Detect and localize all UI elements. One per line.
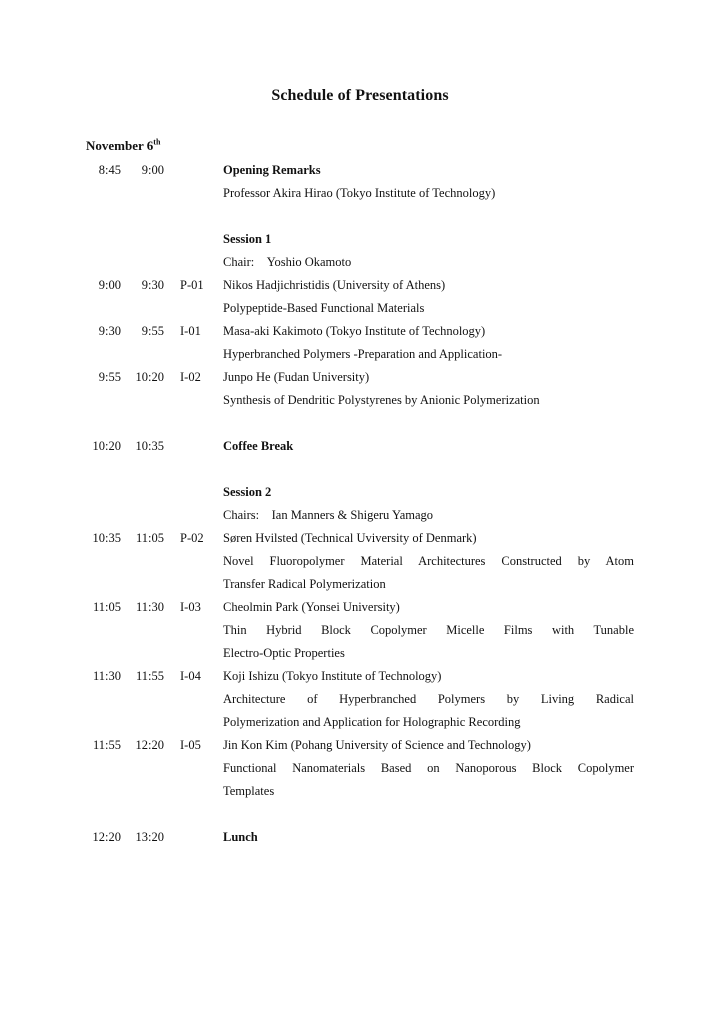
entry-text: Opening Remarks: [223, 163, 321, 177]
entry-text: Chair: Yoshio Okamoto: [223, 255, 352, 269]
schedule-row: [0, 780, 720, 803]
date-suffix: th: [153, 137, 161, 147]
entry-text: Templates: [223, 784, 275, 798]
start-time: 9:00: [98, 278, 121, 292]
schedule-row: [0, 527, 720, 550]
presentation-code: I-03: [180, 600, 201, 614]
end-time: 9:00: [141, 163, 164, 177]
entry-text: Electro-Optic Properties: [223, 646, 345, 660]
schedule-row: [0, 619, 720, 642]
schedule-row: [0, 573, 720, 596]
entry-text: Masa-aki Kakimoto (Tokyo Institute of Technology): [223, 324, 486, 338]
entry-text: Session 2: [223, 485, 272, 499]
schedule-row: [0, 826, 720, 849]
schedule-row: [0, 435, 720, 458]
entry-text: Lunch: [223, 830, 258, 844]
entry-text: Thin Hybrid Block Copolymer Micelle Films with Tunable: [223, 623, 634, 637]
end-time: 11:30: [135, 600, 164, 614]
entry-text: Session 1: [223, 232, 272, 246]
schedule-row: [0, 274, 720, 297]
entry-text: Transfer Radical Polymerization: [223, 577, 386, 591]
end-time: 9:30: [141, 278, 164, 292]
schedule-row: [0, 343, 720, 366]
schedule-row: [0, 550, 720, 573]
entry-text: Polypeptide-Based Functional Materials: [223, 301, 425, 315]
entry-text: Polymerization and Application for Holographic Recording: [223, 715, 521, 729]
schedule-row: [0, 182, 720, 205]
schedule-row: [0, 504, 720, 527]
end-time: 11:05: [135, 531, 164, 545]
start-time: 10:20: [92, 439, 121, 453]
presentation-code: P-01: [180, 278, 204, 292]
end-time: 10:20: [135, 370, 164, 384]
start-time: 9:55: [98, 370, 121, 384]
end-time: 10:35: [135, 439, 164, 453]
schedule-row: [0, 642, 720, 665]
entry-text: Junpo He (Fudan University): [223, 370, 370, 384]
schedule-row: [0, 389, 720, 412]
schedule-row: [0, 711, 720, 734]
entry-text: Architecture of Hyperbranched Polymers by Living Radical: [223, 692, 634, 706]
start-time: 8:45: [98, 163, 121, 177]
entry-text: Synthesis of Dendritic Polystyrenes by Anionic Polymerization: [223, 393, 540, 407]
schedule-row: [0, 320, 720, 343]
entry-text: Chairs: Ian Manners & Shigeru Yamago: [223, 508, 434, 522]
date-heading: [86, 138, 160, 154]
schedule-row: [0, 251, 720, 274]
presentation-code: I-01: [180, 324, 201, 338]
start-time: 11:55: [92, 738, 121, 752]
presentation-code: I-02: [180, 370, 201, 384]
presentation-code: I-05: [180, 738, 201, 752]
start-time: 11:30: [92, 669, 121, 683]
entry-text: Søren Hvilsted (Technical Uviversity of Denmark): [223, 531, 477, 545]
schedule-row: [0, 757, 720, 780]
schedule-row: [0, 228, 720, 251]
presentation-code: I-04: [180, 669, 201, 683]
schedule-row: [0, 734, 720, 757]
page-title: Schedule of Presentations: [271, 87, 449, 104]
start-time: 12:20: [92, 830, 121, 844]
end-time: 12:20: [135, 738, 164, 752]
entry-text: Novel Fluoropolymer Material Architectures Constructed by Atom: [223, 554, 634, 568]
entry-text: Professor Akira Hirao (Tokyo Institute of Technology): [223, 186, 496, 200]
schedule-row: [0, 596, 720, 619]
entry-text: Jin Kon Kim (Pohang University of Science and Technology): [223, 738, 531, 752]
date-label: November 6: [86, 138, 154, 153]
start-time: 9:30: [98, 324, 121, 338]
presentation-code: P-02: [180, 531, 204, 545]
entry-text: Nikos Hadjichristidis (University of Athens): [223, 278, 446, 292]
schedule-row: [0, 665, 720, 688]
schedule-row: [0, 688, 720, 711]
entry-text: Koji Ishizu (Tokyo Institute of Technology): [223, 669, 442, 683]
start-time: 11:05: [92, 600, 121, 614]
schedule-row: [0, 297, 720, 320]
schedule-row: [0, 366, 720, 389]
entry-text: Cheolmin Park (Yonsei University): [223, 600, 400, 614]
end-time: 11:55: [135, 669, 164, 683]
end-time: 9:55: [141, 324, 164, 338]
schedule-row: [0, 159, 720, 182]
start-time: 10:35: [92, 531, 121, 545]
entry-text: Coffee Break: [223, 439, 294, 453]
entry-text: Functional Nanomaterials Based on Nanoporous Block Copolymer: [223, 761, 634, 775]
end-time: 13:20: [135, 830, 164, 844]
entry-text: Hyperbranched Polymers -Preparation and Application-: [223, 347, 503, 361]
schedule-row: [0, 481, 720, 504]
